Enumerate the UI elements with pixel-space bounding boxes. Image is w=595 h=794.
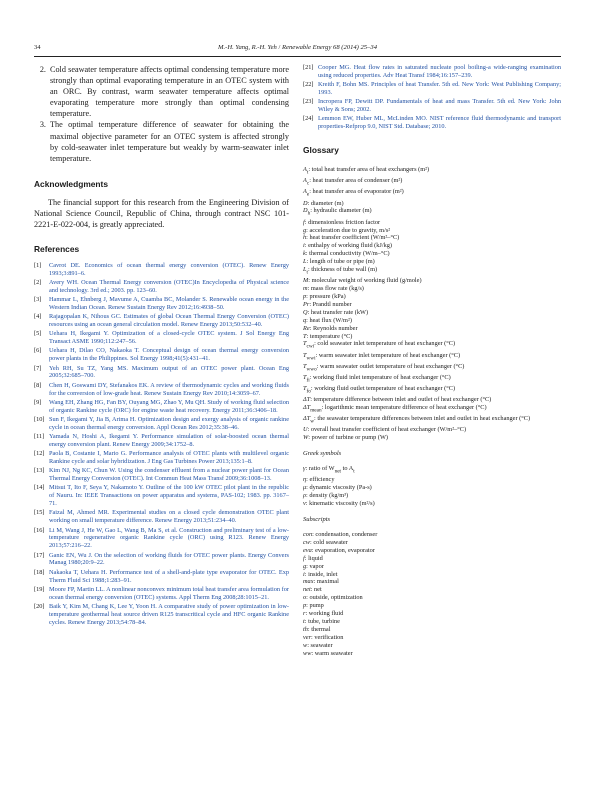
glossary-term	[303, 309, 561, 317]
glossary-term	[303, 333, 561, 341]
subscript-definition: : maximal	[313, 578, 339, 586]
reference-item	[34, 509, 289, 525]
references-heading: References	[34, 243, 80, 254]
right-column	[303, 64, 561, 658]
glossary-term	[303, 340, 561, 351]
glossary-symbol: q	[303, 316, 307, 324]
running-head: M.-H. Yang, R.-H. Yeh / Renewable Energy 68 (2014) 25–34	[217, 44, 377, 51]
subscript-symbol: cw	[303, 538, 310, 546]
greek-symbol-item	[303, 476, 561, 484]
glossary-term	[303, 317, 561, 325]
glossary-definition: : total heat transfer area of heat exchangers (m²)	[308, 166, 430, 174]
reference-number: [18]	[34, 568, 45, 576]
glossary-term	[303, 363, 561, 374]
glossary-definition: : logarithmic mean temperature difference of heat exchanger (°C)	[321, 404, 487, 412]
glossary-term	[303, 325, 561, 333]
glossary-term	[303, 207, 561, 218]
greek-symbol: η	[303, 476, 307, 484]
glossary-symbol-subscript: cwi	[306, 343, 315, 350]
reference-link[interactable]: Kreith F, Bohn MS. Principles of heat Transfer. 5th ed. New York: West Publishing Company; 1993.	[318, 81, 561, 96]
subscript-item	[303, 618, 561, 626]
subscript-symbol: th	[303, 625, 308, 633]
subscript-definition: : thermal	[307, 625, 331, 633]
glossary-symbol: T	[303, 373, 307, 381]
glossary-term	[303, 404, 561, 415]
reference-item	[34, 467, 289, 483]
subscript-item	[303, 650, 561, 658]
reference-link[interactable]: Baik Y, Kim M, Chang K, Lee Y, Yoon H. A comparative study of power optimization in low-temperature geothermal heat source driven R125 transcritical cycle and HFC organic Rankine cycles. Renew Energy 2013;54:78–84.	[49, 602, 289, 626]
glossary-symbol: h	[303, 234, 307, 242]
glossary-term	[303, 352, 561, 363]
reference-number: [23]	[303, 98, 314, 106]
subscript-definition: : warm seawater	[311, 649, 353, 657]
reference-number: [7]	[34, 364, 42, 372]
reference-link[interactable]: Lemmon EW, Huber ML, McLinden MO. NIST reference fluid thermodynamic and transport properties-Refprop 9.0, NIST Std. Database; 2010.	[318, 115, 561, 131]
greek-definition: : efficiency	[306, 476, 335, 484]
reference-link[interactable]: Cooper MG. Heat flow rates in saturated nucleate pool boiling-a wide-ranging examination using reduced properties. Adv Heat Transf 1984;16:157–239.	[318, 64, 561, 79]
reference-link[interactable]: Yamada N, Hoshi A, Ikegami Y. Performance simulation of solar-boosted ocean thermal energy conversion plant. Renew Energy 2009;34:1752–8.	[49, 433, 289, 448]
reference-item	[34, 365, 289, 381]
reference-item	[303, 115, 561, 131]
reference-item	[34, 552, 289, 568]
subscript-item	[303, 610, 561, 618]
glossary-definition: : warm seawater inlet temperature of heat exchanger (°C)	[315, 351, 461, 359]
reference-link[interactable]: Hammar L, Ehnberg J, Mavume A, Cuamba BC, Molander S. Renewable ocean energy in the Western Indian Ocean. Renew Sustain Energy Rev 2012;16:4938–50.	[49, 296, 289, 311]
glossary-symbol-subscript: t	[306, 269, 308, 276]
reference-number: [11]	[34, 433, 45, 441]
glossary-definition: : cold seawater inlet temperature of heat exchanger (°C)	[314, 340, 456, 348]
glossary-symbol: T	[303, 340, 307, 348]
glossary-symbol: ΔT	[303, 396, 311, 404]
reference-number: [13]	[34, 467, 45, 475]
greek-symbol-item	[303, 484, 561, 492]
glossary-symbol-subscript: fo	[306, 388, 311, 395]
reference-item	[34, 416, 289, 432]
subscript-symbol: g	[303, 562, 307, 570]
running-header	[34, 44, 561, 57]
subscript-definition: : vapor	[306, 562, 324, 570]
glossary-symbol: Q	[303, 308, 308, 316]
greek-definition: : kinematic viscosity (m²/s)	[305, 500, 375, 508]
glossary-definition: : thermal conductivity (W/m–°C)	[305, 250, 390, 258]
subscripts-heading: Subscripts	[303, 516, 331, 524]
subscript-definition: : cold seawater	[310, 538, 348, 546]
glossary-symbol: Re	[303, 324, 310, 332]
reference-item	[34, 347, 289, 363]
glossary-term	[303, 415, 561, 426]
subscript-definition: : seawater	[307, 641, 333, 649]
greek-symbol-item	[303, 492, 561, 500]
acknowledgments-heading: Acknowledgments	[34, 178, 108, 189]
reference-number: [10]	[34, 415, 45, 423]
subscript-item	[303, 586, 561, 594]
conclusion-item: 2. Cold seawater temperature affects optimal condensing temperature more strongly than optimal evaporating temperature in an OTEC system with an ORC. By contrast, warm seawater temperature affects optimal evaporating temperature more strongly than optimal condensing temperature.	[48, 64, 289, 119]
reference-number: [4]	[34, 313, 42, 321]
glossary-definition: : heat flux (W/m²)	[306, 316, 352, 324]
reference-item	[34, 527, 289, 551]
glossary-symbol: D	[303, 207, 308, 215]
glossary-definition: : molecular weight of working fluid (g/mole)	[308, 277, 422, 285]
glossary-symbol: U	[303, 426, 308, 434]
glossary-term	[303, 293, 561, 301]
reference-item	[303, 64, 561, 80]
subscript-definition: : outside, optimization	[306, 594, 363, 602]
glossary-symbol: f	[303, 218, 305, 226]
reference-link[interactable]: Uehara H, Dilao CO, Nakaoka T. Conceptual design of ocean thermal energy conversion power plants in the Philippines. Sol Energy 1998;41(5):431–41.	[49, 347, 289, 363]
reference-number: [20]	[34, 602, 45, 610]
glossary-term	[303, 301, 561, 309]
glossary-definition: : working fluid inlet temperature of heat exchanger (°C)	[309, 373, 451, 381]
reference-number: [14]	[34, 484, 45, 492]
subscript-item	[303, 547, 561, 555]
reference-link[interactable]: Sun F, Ikegami Y, Jia B, Arima H. Optimization design and exergy analysis of organic rankine cycle in ocean thermal energy conversion. Appl Ocean Res 2012;35:38–46.	[49, 415, 289, 431]
reference-number: [2]	[34, 278, 42, 286]
subscript-item	[303, 539, 561, 547]
glossary-symbol: D	[303, 199, 308, 207]
subscript-definition: : inside, inlet	[304, 570, 338, 578]
reference-item	[34, 262, 289, 278]
reference-number: [24]	[303, 115, 314, 123]
glossary-symbol: T	[303, 351, 307, 359]
greek-definition-subscript: t	[353, 468, 355, 475]
glossary-symbol: W	[303, 434, 309, 442]
reference-number: [12]	[34, 450, 45, 458]
glossary-definition: : mass flow rate (kg/s)	[307, 285, 364, 293]
reference-item	[34, 313, 289, 329]
reference-link[interactable]: Incropera FP, Dewitt DP. Fundamentals of heat and mass Transfer. 5th ed. New York: John Wiley & Sons; 2002.	[318, 98, 561, 114]
reference-link[interactable]: Yeh RH, Su TZ, Yang MS. Maximum output of an OTEC power plant. Ocean Eng 2005;32:685–700.	[49, 364, 289, 380]
glossary-symbol-subscript: w	[310, 418, 314, 425]
glossary-term	[303, 242, 561, 250]
glossary-definition: : Prandtl number	[309, 300, 352, 308]
glossary-symbol: p	[303, 293, 307, 300]
glossary-symbol: T	[303, 385, 307, 393]
subscript-definition: : pump	[306, 602, 324, 610]
glossary-definition: : temperature (°C)	[306, 332, 353, 340]
glossary-definition: : enthalpy of working fluid (kJ/kg)	[304, 242, 393, 250]
glossary-symbol-subscript: wwo	[306, 366, 317, 372]
glossary-term	[303, 200, 561, 208]
glossary-term	[303, 266, 561, 277]
reference-link[interactable]: Ganic EN, Wu J. On the selection of working fluids for OTEC power plants. Energy Convers Manag 1980;20:9–22.	[49, 551, 289, 567]
glossary-definition: : heat transfer area of condenser (m²)	[309, 177, 403, 185]
glossary-symbol-subscript: mean	[310, 407, 322, 414]
glossary-definition: : temperature difference between inlet and outlet of heat exchanger (°C)	[310, 396, 492, 404]
subscript-symbol: f	[303, 554, 305, 562]
glossary-term	[303, 177, 561, 188]
greek-symbol: ν	[303, 500, 306, 508]
glossary-symbol: Pr	[303, 300, 310, 308]
reference-item	[34, 484, 289, 508]
reference-link[interactable]: Avery WH. Ocean Thermal Energy conversion (OTEC)In Encyclopedia of Physical science and technology. 3rd ed.; 2003. pp. 123–60.	[49, 278, 289, 294]
glossary-definition: : thickness of tube wall (m)	[307, 266, 378, 274]
reference-item	[34, 450, 289, 466]
conclusion-item: 3. The optimal temperature difference of seawater for obtaining the maximal objective parameter for an OTEC system is affected strongly by cold-seawater inlet temperature but weakly by warm-seawater inlet temperature.	[48, 119, 289, 163]
glossary-term	[303, 426, 561, 434]
subscript-definition: : liquid	[304, 554, 323, 562]
subscript-definition: : condensation, condenser	[312, 531, 378, 539]
glossary-symbol-subscript: h	[307, 210, 311, 217]
subscript-symbol: con	[303, 531, 313, 539]
subscript-symbol: r	[303, 610, 306, 618]
subscript-symbol: ww	[303, 649, 312, 657]
subscript-item	[303, 602, 561, 610]
glossary-symbol: L	[303, 258, 307, 266]
reference-item	[34, 433, 289, 449]
glossary-definition: : acceleration due to gravity, m/s²	[306, 226, 391, 234]
greek-symbol-item	[303, 465, 561, 476]
reference-number: [22]	[303, 81, 314, 89]
glossary-term	[303, 277, 561, 285]
reference-item	[34, 279, 289, 295]
reference-number: [15]	[34, 509, 45, 517]
glossary-symbol: A	[303, 166, 307, 174]
glossary-symbol: T	[303, 332, 307, 340]
subscript-definition: : working fluid	[305, 610, 344, 618]
greek-definition: : ratio of W	[305, 465, 335, 473]
reference-item	[34, 330, 289, 346]
subscript-item	[303, 563, 561, 571]
reference-number: [3]	[34, 296, 42, 304]
subscript-symbol: w	[303, 641, 308, 649]
glossary-definition: : the seawater temperature differences between inlet and outlet in heat exchanger (°C)	[314, 415, 531, 423]
glossary-definition: : pressure (kPa)	[306, 293, 346, 300]
subscript-item	[303, 594, 561, 602]
glossary-terms	[303, 166, 561, 442]
reference-number: [9]	[34, 398, 42, 406]
glossary-definition: : diameter (m)	[307, 199, 344, 207]
glossary-definition: : Reynolds number	[309, 324, 358, 332]
reference-link[interactable]: Paola B, Costante I, Mario G. Performance analysis of OTEC plants with multilevel organic Rankine cycle and solar hybridization. J Eng Gas Turbines Power 2013;135:1–8.	[49, 450, 289, 466]
glossary-symbol-subscript: c	[306, 180, 310, 187]
greek-symbol: μ	[303, 484, 307, 492]
reference-number: [21]	[303, 64, 314, 71]
subscript-definition: : tube, turbine	[304, 618, 340, 625]
reference-link[interactable]: Moore FP, Martin LL. A nonlinear nonconvex minimum total heat transfer area formulation for ocean thermal energy conversion (OTEC) systems. Appl Therm Eng 2008;28:1015–21.	[49, 585, 289, 601]
reference-link[interactable]: Kim NJ, Ng KC, Chun W. Using the condenser effluent from a nuclear power plant for Ocean Thermal Energy Conversion (OTEC). Int Commun Heat Mass Transf 2009;36:1008–13.	[49, 467, 289, 483]
glossary-symbol: A	[303, 188, 307, 196]
reference-link[interactable]: Faizal M, Ahmed MR. Experimental studies on a closed cycle demonstration OTEC plant working on small temperature difference. Renew Energy 2013;51:234–40.	[49, 509, 289, 525]
greek-definition: : density (kg/m³)	[306, 492, 349, 500]
glossary-term	[303, 166, 561, 177]
reference-number: [5]	[34, 330, 42, 338]
subscript-item	[303, 571, 561, 579]
reference-link[interactable]: Uehara H, Ikegami Y. Optimization of a closed-cycle OTEC system. J Sol Energy Eng Transact ASME 1990;112:247–56.	[49, 330, 289, 346]
reference-link[interactable]: Cavrot DE. Economics of ocean thermal energy conversion (OTEC). Renew Energy 1993;3:891–6.	[49, 261, 289, 277]
reference-number: [8]	[34, 381, 42, 389]
reference-item	[303, 81, 561, 97]
reference-number: [6]	[34, 347, 42, 355]
subscript-symbol: max	[303, 578, 314, 586]
subscript-item	[303, 578, 561, 586]
subscript-item	[303, 555, 561, 563]
reference-link[interactable]: Mitsui T, Ito F, Seya Y, Nakamoto Y. Outline of the 100 kW OTEC pilot plant in the republic of Nauru. In: IEEE Transactions on power apparatus and systems, PAS-102; 1983. pp. 3167–71.	[49, 484, 289, 508]
reference-item	[34, 382, 289, 398]
glossary-term	[303, 219, 561, 227]
reference-number: [17]	[34, 551, 45, 559]
subscript-symbol: p	[303, 602, 307, 610]
glossary-symbol-subscript: wwi	[306, 354, 316, 361]
glossary-term	[303, 234, 561, 242]
greek-symbols-list	[303, 465, 561, 508]
reference-number: [19]	[34, 585, 45, 593]
subscript-symbol: i	[303, 570, 305, 578]
subscript-item	[303, 531, 561, 539]
reference-link[interactable]: Nakaoka T, Uehara H. Performance test of a shell-and-plate type evaporator for OTEC. Exp Therm Fluid Sci 1988;1:283–91.	[49, 568, 289, 584]
subscript-symbol: eva	[303, 546, 312, 554]
glossary-symbol: L	[303, 266, 307, 274]
glossary-definition: : length of tube or pipe (m)	[306, 258, 375, 266]
subscript-item	[303, 626, 561, 634]
references-list-right	[303, 64, 561, 131]
glossary-definition: : heat transfer coefficient (W/m²–°C)	[306, 234, 400, 242]
greek-definition-subscript: net	[334, 468, 341, 475]
subscript-symbol: t	[303, 618, 305, 625]
running-head-authors: M.-H. Yang, R.-H. Yeh	[217, 44, 277, 51]
reference-number: [16]	[34, 526, 45, 534]
reference-item	[34, 603, 289, 627]
subscripts-list	[303, 531, 561, 658]
glossary-symbol: g	[303, 226, 307, 234]
glossary-term	[303, 285, 561, 293]
reference-link[interactable]: Li M, Wang J, He W, Gao L, Wang B, Ma S, et al. Construction and preliminary test of a low-temperature regenerative organic Rankine cycle (ORC) using R123. Renew Energy 2013;57:216–22.	[49, 526, 289, 550]
greek-symbol: ρ	[303, 492, 307, 500]
glossary-symbol: m	[303, 285, 308, 293]
reference-number: [1]	[34, 261, 42, 269]
left-column	[34, 64, 289, 628]
subscript-definition: : net	[310, 586, 322, 594]
glossary-term	[303, 434, 561, 442]
greek-definition-cont: to A	[341, 465, 354, 473]
reference-link[interactable]: Chen H, Goswami DY, Stefanakos EK. A review of thermodynamic cycles and working fluids for the conversion of low-grade heat. Renew Sustain Energy Rev 2010;14:3059–67.	[49, 381, 289, 397]
glossary-term	[303, 227, 561, 235]
glossary-definition: : working fluid outlet temperature of heat exchanger (°C)	[310, 385, 456, 393]
glossary-symbol: ΔT	[303, 415, 311, 423]
glossary-symbol-subscript: t	[306, 169, 309, 176]
glossary-heading: Glossary	[303, 145, 339, 156]
reference-link[interactable]: Wang EH, Zhang HG, Fan BY, Ouyang MG, Zhao Y, Mu QH. Study of working fluid selection of organic Rankine cycle (ORC) for engine waste heat recovery. Energy 2011;36:3406–18.	[49, 398, 289, 414]
subscript-item	[303, 642, 561, 650]
glossary-term	[303, 396, 561, 404]
glossary-symbol: k	[303, 250, 306, 258]
subscript-symbol: ver	[303, 633, 312, 641]
subscript-symbol: o	[303, 594, 307, 602]
subscript-item	[303, 634, 561, 642]
conclusions-list	[34, 64, 289, 164]
running-head-journal: Renewable Energy 68 (2014) 25–34	[282, 44, 377, 51]
greek-symbols-heading: Greek symbols	[303, 450, 342, 458]
reference-item	[34, 586, 289, 602]
acknowledgments-text: The financial support for this research from the Engineering Division of National Science Council, Republic of China, through contract NSC 101-2221-E-022-004, is greatly appreciated.	[34, 197, 289, 229]
glossary-definition: : heat transfer area of evaporator (m²)	[309, 188, 404, 196]
glossary-symbol: i	[303, 242, 305, 250]
greek-definition: : dynamic viscosity (Pa-s)	[306, 484, 372, 492]
greek-symbol: γ	[303, 465, 306, 473]
subscript-definition: : evaporation, evaporator	[311, 546, 375, 554]
greek-symbol-item	[303, 500, 561, 508]
glossary-term	[303, 250, 561, 258]
glossary-term	[303, 258, 561, 266]
glossary-symbol: A	[303, 177, 307, 185]
glossary-term	[303, 374, 561, 385]
page-number: 34	[34, 44, 41, 51]
reference-item	[34, 296, 289, 312]
glossary-definition: : heat transfer rate (kW)	[307, 308, 369, 316]
glossary-symbol: T	[303, 362, 307, 370]
glossary-term	[303, 385, 561, 396]
glossary-symbol-subscript: fi	[306, 377, 310, 384]
references-list-left	[34, 262, 289, 627]
reference-item	[34, 569, 289, 585]
glossary-definition: : dimensionless friction factor	[304, 218, 381, 226]
reference-link[interactable]: Rajagopalan K, Nihous GC. Estimates of global Ocean Thermal Energy Conversion (OTEC) resources using an ocean general circulation model. Renew Energy 2013;50:532–40.	[49, 313, 289, 329]
glossary-definition: : overall heat transfer coefficient of heat exchanger (W/m²–°C)	[307, 426, 467, 434]
glossary-symbol: M	[303, 277, 309, 285]
glossary-symbol: ΔT	[303, 404, 311, 412]
glossary-definition: : warm seawater outlet temperature of heat exchanger (°C)	[316, 362, 465, 370]
glossary-term	[303, 188, 561, 199]
glossary-definition: : power of turbine or pump (W)	[308, 434, 388, 442]
glossary-definition: : hydraulic diameter (m)	[310, 207, 372, 215]
reference-item	[34, 399, 289, 415]
subscript-symbol: net	[303, 586, 311, 594]
reference-item	[303, 98, 561, 114]
subscript-definition: : verification	[311, 633, 344, 641]
glossary-symbol-subscript: e	[306, 191, 310, 198]
